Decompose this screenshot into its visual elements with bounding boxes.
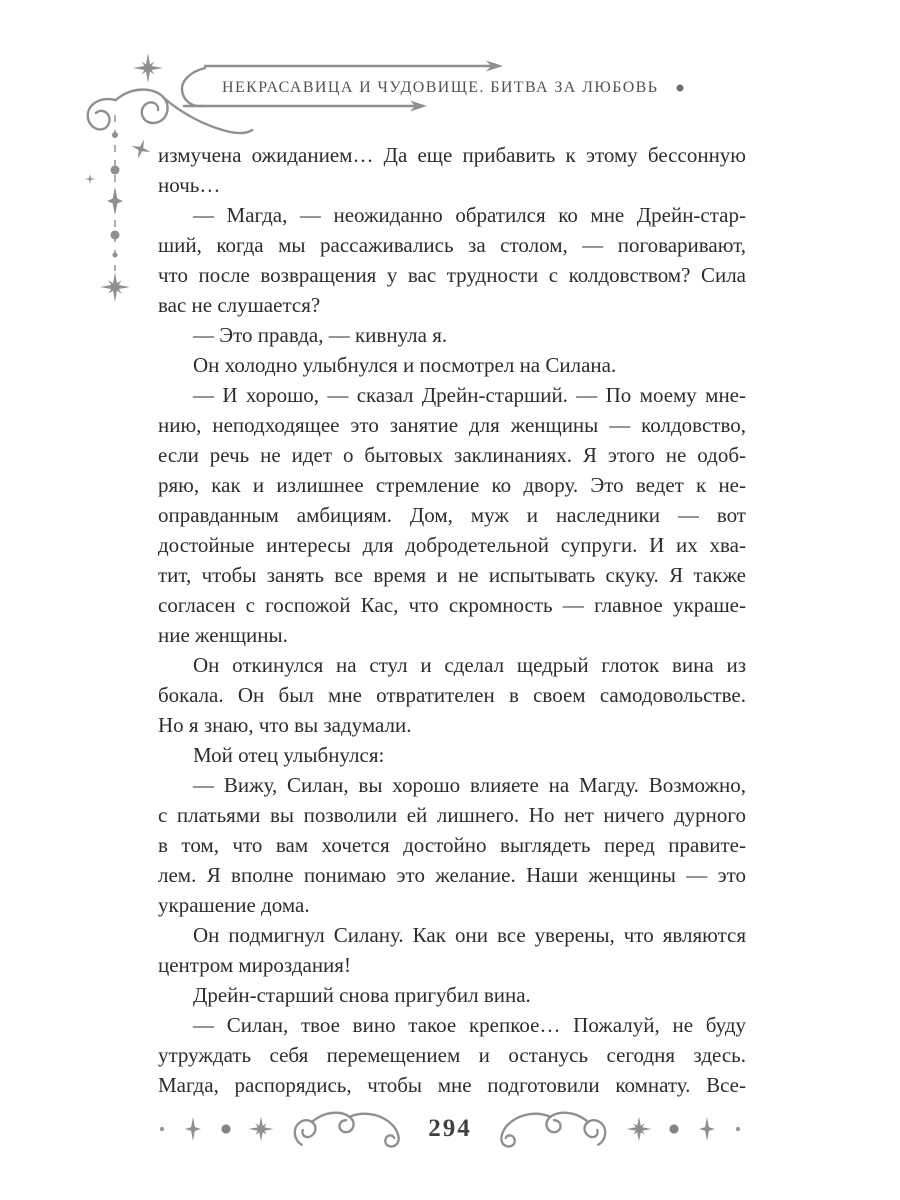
text-line: Дрейн-старший снова пригубил вина.	[193, 983, 531, 1007]
text-line: нию, неподходящее это занятие для женщины — колдовство,	[158, 413, 746, 437]
footer-circle-left-icon	[220, 1123, 232, 1135]
text-line: ночь…	[158, 173, 221, 197]
text-line: утруждать себя перемещением и останусь сегодня здесь.	[158, 1043, 746, 1067]
text-line: украшение дома.	[158, 893, 310, 917]
footer-eight-point-star-left-icon	[248, 1116, 274, 1142]
text-line: согласен с госпожой Кас, что скромность — главное украше-	[158, 593, 746, 617]
text-line: Мой отец улыбнулся:	[193, 743, 385, 767]
text-line: с платьями вы позволили ей лишнего. Но нет ничего дурного	[158, 803, 746, 827]
footer-dot-right-icon	[734, 1125, 742, 1133]
running-title: НЕКРАСАВИЦА И ЧУДОВИЩЕ. БИТВА ЗА ЛЮБОВЬ	[222, 79, 659, 96]
text-line: центром мироздания!	[158, 953, 351, 977]
footer-circle-right-icon	[668, 1123, 680, 1135]
text-line: — Силан, твое вино такое крепкое… Пожалуй, не буду	[193, 1013, 746, 1037]
footer-flourish-left-icon	[290, 1107, 408, 1151]
text-line: Но я знаю, что вы задумали.	[158, 713, 412, 737]
text-line: измучена ожиданием… Да еще прибавить к этому бессонную	[158, 143, 746, 167]
body-text	[158, 140, 746, 1100]
paragraph	[158, 650, 746, 740]
text-line: бокала. Он был мне отвратителен в своем самодовольстве.	[158, 683, 746, 707]
page-footer	[0, 1100, 900, 1158]
paragraph	[158, 1010, 746, 1100]
text-line: ряю, как и излишнее стремление ко двору. Это ведет к не-	[158, 473, 746, 497]
text-line: в том, что вам хочется достойно выглядеть перед правите-	[158, 833, 746, 857]
eight-point-star-icon	[133, 53, 163, 83]
paragraph	[158, 350, 746, 380]
text-line: Он откинулся на стул и сделал щедрый глоток вина из	[193, 653, 746, 677]
text-line: оправданным амбициям. Дом, муж и наследники — вот	[158, 503, 746, 527]
text-line: тит, чтобы занять все время и не испытывать скуку. Я также	[158, 563, 746, 587]
paragraph	[158, 770, 746, 920]
text-line: если речь не идет о бытовых заклинаниях. Я этого не одоб-	[158, 443, 746, 467]
text-line: Он подмигнул Силану. Как они все уверены, что являются	[193, 923, 746, 947]
text-line: — Это правда, — кивнула я.	[193, 323, 448, 347]
footer-four-point-star-left-icon	[182, 1116, 204, 1142]
text-line: лем. Я вполне понимаю это желание. Наши женщины — это	[158, 863, 746, 887]
paragraph	[158, 200, 746, 320]
margin-flourish-icon	[83, 113, 163, 313]
footer-flourish-right-icon	[492, 1107, 610, 1151]
footer-four-point-star-right-icon	[696, 1116, 718, 1142]
text-line: вас не слушается?	[158, 293, 321, 317]
text-line: достойные интересы для добродетельной супруги. И их хва-	[158, 533, 746, 557]
text-line: ший, когда мы рассаживались за столом, — поговаривают,	[158, 233, 746, 257]
text-line: Магда, распорядись, чтобы мне подготовили комнату. Все-	[158, 1073, 746, 1097]
text-line: что после возвращения у вас трудности с колдовством? Сила	[158, 263, 746, 287]
paragraph	[158, 980, 746, 1010]
text-line: — И хорошо, — сказал Дрейн-старший. — По моему мне-	[193, 383, 746, 407]
text-line: ние женщины.	[158, 623, 288, 647]
text-line: — Вижу, Силан, вы хорошо влияете на Магду. Возможно,	[193, 773, 746, 797]
paragraph	[158, 380, 746, 650]
paragraph	[158, 140, 746, 200]
footer-dot-left-icon	[158, 1125, 166, 1133]
paragraph	[158, 740, 746, 770]
paragraph	[158, 320, 746, 350]
text-line: Он холодно улыбнулся и посмотрел на Силана.	[193, 353, 617, 377]
text-line: — Магда, — неожиданно обратился ко мне Дрейн-стар-	[193, 203, 746, 227]
footer-eight-point-star-right-icon	[626, 1116, 652, 1142]
paragraph	[158, 920, 746, 980]
page-number: 294	[428, 1115, 472, 1142]
header-dot-icon	[677, 85, 684, 92]
